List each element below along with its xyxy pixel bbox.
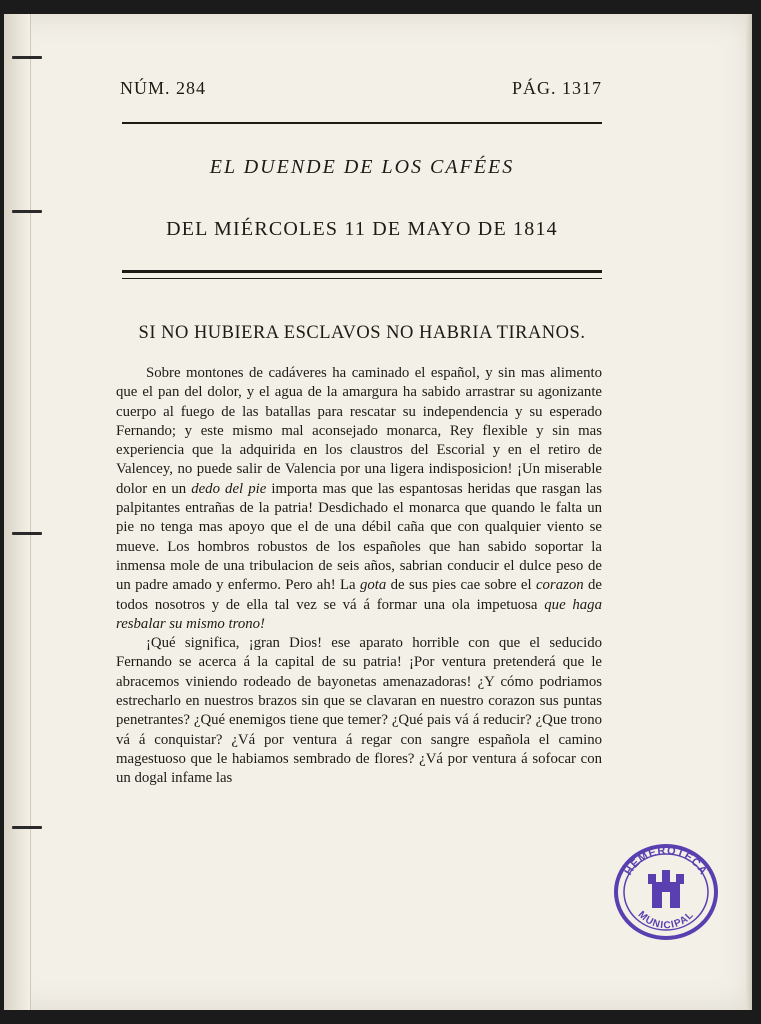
paragraph-2: ¡Qué significa, ¡gran Dios! ese aparato horrible con que el seducido Fernando se acerca á la capital de su patria! ¡Por ventura pretenderá que le abracemos viniendo rodeado de bayonetas amenazadoras! ¿Y cómo podriamos estrecharlo en nuestros brazos sin que se clavaran en nuestro corazon sus puntas penetrantes? ¿Qué enemigos tiene que temer? ¿Qué pais vá á reducir? ¿Que trono vá á conquistar? ¿Vá por ventura á regar con sangre española el camino magestuoso que le habiamos sembrado de flores? ¿Vá por ventura á sofocar con un dogal infame las	[116, 635, 602, 787]
page-edge	[746, 14, 752, 1010]
stamp-top-text: HEMEROTECA	[622, 844, 710, 878]
binding-stitch	[12, 210, 42, 213]
newspaper-title: EL DUENDE DE LOS CAFÉES	[209, 156, 515, 178]
italic-phrase: gota	[359, 577, 387, 594]
page-number: PÁG. 1317	[512, 78, 603, 98]
issue-date: DEL MIÉRCOLES 11 DE MAYO DE 1814	[166, 218, 558, 240]
italic-phrase: corazon	[535, 577, 584, 594]
castle-emblem-icon	[648, 870, 684, 908]
article-headline: SI NO HUBIERA ESCLAVOS NO HABRIA TIRANOS.	[138, 323, 586, 343]
binding-stitch	[12, 826, 42, 829]
library-stamp	[612, 842, 720, 942]
article-body	[116, 364, 602, 789]
stamp-bottom-text: MUNICIPAL	[635, 909, 697, 932]
binding-fold	[4, 14, 31, 1010]
italic-phrase: que haga resbalar su mismo trono!	[116, 596, 602, 632]
italic-phrase: dedo del pie	[191, 480, 267, 497]
double-rule-thin	[122, 278, 602, 279]
double-rule-thick	[122, 270, 602, 273]
binding-stitch	[12, 532, 42, 535]
issue-number: NÚM. 284	[120, 78, 207, 98]
paragraph-1: Sobre montones de cadáveres ha caminado el español, y sin mas alimento que el pan del dolor, y el agua de la amargura ha sabido arrastrar su agonizante cuerpo al fuego de las batallas para rescatar su independencia y su esperado Fernando; y este mismo mal aconsejado monarca, Rey flexible y sin mas experiencia que la adquirida en los claustros del Escorial y en el retiro de Valencey, no puede salir de Valencia por una ligera indisposicion! ¡Un miserable dolor en un dedo del pie importa mas que las espantosas heridas que rasgan las palpitantes entrañas de la patria! Desdichado el monarca que quando le falta un pie no tenga mas apoyo que el de una débil caña que con qualquier viento se mueve. Los hombros robustos de los españoles que han sabido soportar la inmensa mole de una tribulacion de seis años, sabrian conducir el dulce peso de un padre amado y enfermo. Pero ah! La gota de sus pies cae sobre el corazon de todos nosotros y de ella tal vez se vá á formar una ola impetuosa que haga resbalar su mismo trono!	[116, 365, 603, 632]
header-rule	[122, 122, 602, 124]
binding-stitch	[12, 56, 42, 59]
